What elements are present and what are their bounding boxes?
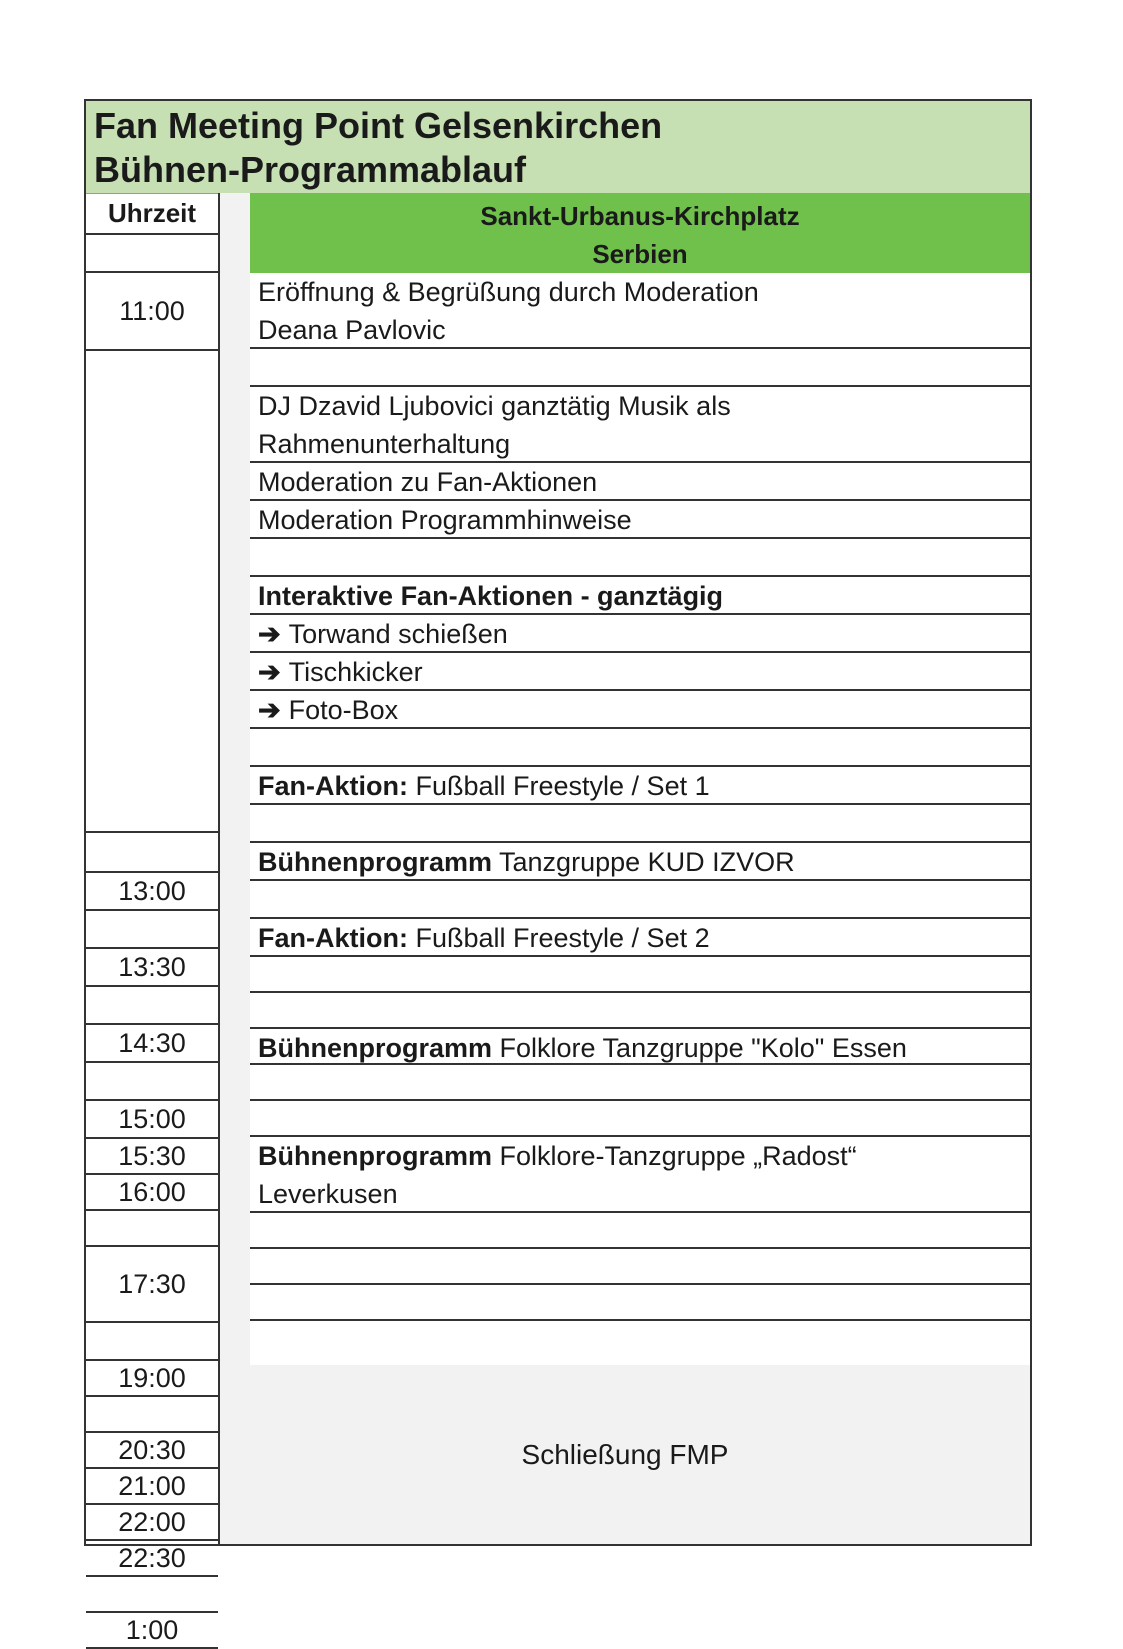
arrow-icon: ➔ <box>258 695 281 725</box>
program-row <box>250 1213 1030 1249</box>
time-cell: 21:00 <box>86 1469 218 1505</box>
time-cell: 16:00 <box>86 1175 218 1211</box>
program-row-text: Leverkusen <box>258 1179 398 1209</box>
program-row <box>250 653 1030 691</box>
time-cell: 20:30 <box>86 1433 218 1469</box>
program-row <box>250 1285 1030 1321</box>
time-column-header: Uhrzeit <box>86 193 218 235</box>
page-subtitle: Bühnen-Programmablauf <box>94 149 527 190</box>
program-row <box>250 349 1030 387</box>
program-row <box>250 1029 1030 1065</box>
time-cell <box>86 1323 218 1361</box>
program-row-text: Moderation zu Fan-Aktionen <box>258 467 598 497</box>
program-row-text: Deana Pavlovic <box>258 315 446 345</box>
stage-header <box>250 193 1030 273</box>
arrow-icon: ➔ <box>258 619 281 649</box>
spacer-column <box>220 193 250 1544</box>
time-cell: 13:00 <box>86 873 218 911</box>
program-row-text: Folklore Tanzgruppe "Kolo" Essen <box>492 1033 907 1063</box>
time-cell: 15:00 <box>86 1101 218 1139</box>
time-cell: 22:30 <box>86 1541 218 1577</box>
arrow-icon: ➔ <box>258 657 281 687</box>
time-cell <box>86 1577 218 1613</box>
program-row <box>250 387 1030 425</box>
stage-location: Sankt-Urbanus-Kirchplatz <box>480 201 800 231</box>
program-row-bold: Bühnenprogramm <box>258 847 493 877</box>
stage-team: Serbien <box>592 239 688 269</box>
time-cell: 11:00 <box>86 273 218 351</box>
program-row <box>250 463 1030 501</box>
program-row <box>250 881 1030 919</box>
program-row <box>250 577 1030 615</box>
program-row-text: DJ Dzavid Ljubovici ganztätig Musik als <box>258 391 731 421</box>
program-row-text: Fußball Freestyle / Set 2 <box>407 923 710 953</box>
program-row <box>250 691 1030 729</box>
time-cell <box>86 833 218 873</box>
program-row <box>250 919 1030 957</box>
program-row <box>250 1137 1030 1175</box>
program-row-text: Moderation Programmhinweise <box>258 505 632 535</box>
time-cell: 15:30 <box>86 1139 218 1175</box>
program-row-text: Folklore-Tanzgruppe „Radost“ <box>492 1141 857 1171</box>
program-row <box>250 957 1030 993</box>
program-row-bold: Bühnenprogramm <box>258 1033 493 1063</box>
program-row <box>250 843 1030 881</box>
time-cell: 17:30 <box>86 1247 218 1323</box>
program-row <box>250 425 1030 463</box>
program-row-bold: Interaktive Fan-Aktionen - ganztägig <box>258 581 724 611</box>
time-cell: 13:30 <box>86 949 218 987</box>
program-row-bold: Fan-Aktion: <box>258 771 408 801</box>
time-cell <box>86 987 218 1025</box>
title-block <box>86 101 1030 194</box>
program-row <box>250 1101 1030 1137</box>
program-row <box>250 501 1030 539</box>
time-cell <box>86 1211 218 1247</box>
time-cell <box>86 235 218 273</box>
time-cell <box>86 1397 218 1433</box>
time-cell: 1:00 <box>86 1613 218 1649</box>
page-title: Fan Meeting Point Gelsenkirchen <box>94 105 663 146</box>
time-column <box>86 193 220 1645</box>
time-cell: 19:00 <box>86 1361 218 1397</box>
program-row <box>250 539 1030 577</box>
schedule-sheet <box>84 99 1032 1645</box>
program-row <box>250 273 1030 311</box>
program-row-bold: Fan-Aktion: <box>258 923 408 953</box>
program-row-text: Torwand schießen <box>288 619 508 649</box>
closing-note: Schließung FMP <box>220 1365 1030 1544</box>
time-cell: 14:30 <box>86 1025 218 1063</box>
time-cell <box>86 911 218 949</box>
program-row <box>250 767 1030 805</box>
time-cell: 22:00 <box>86 1505 218 1541</box>
program-row-bold: Bühnenprogramm <box>258 1141 493 1171</box>
program-row <box>250 993 1030 1029</box>
program-row <box>250 1249 1030 1285</box>
program-row-text: Tanzgruppe KUD IZVOR <box>492 847 795 877</box>
time-cell <box>86 1063 218 1101</box>
program-row-text: Foto-Box <box>288 695 399 725</box>
program-row <box>250 1175 1030 1213</box>
program-row-text: Fußball Freestyle / Set 1 <box>407 771 710 801</box>
time-cell <box>86 351 218 833</box>
program-row <box>250 311 1030 349</box>
program-row-text: Rahmenunterhaltung <box>258 429 511 459</box>
program-row <box>250 805 1030 843</box>
program-row <box>250 1065 1030 1101</box>
program-row-text: Eröffnung & Begrüßung durch Moderation <box>258 277 759 307</box>
program-row-text: Tischkicker <box>288 657 423 687</box>
program-row <box>250 615 1030 653</box>
program-row <box>250 729 1030 767</box>
